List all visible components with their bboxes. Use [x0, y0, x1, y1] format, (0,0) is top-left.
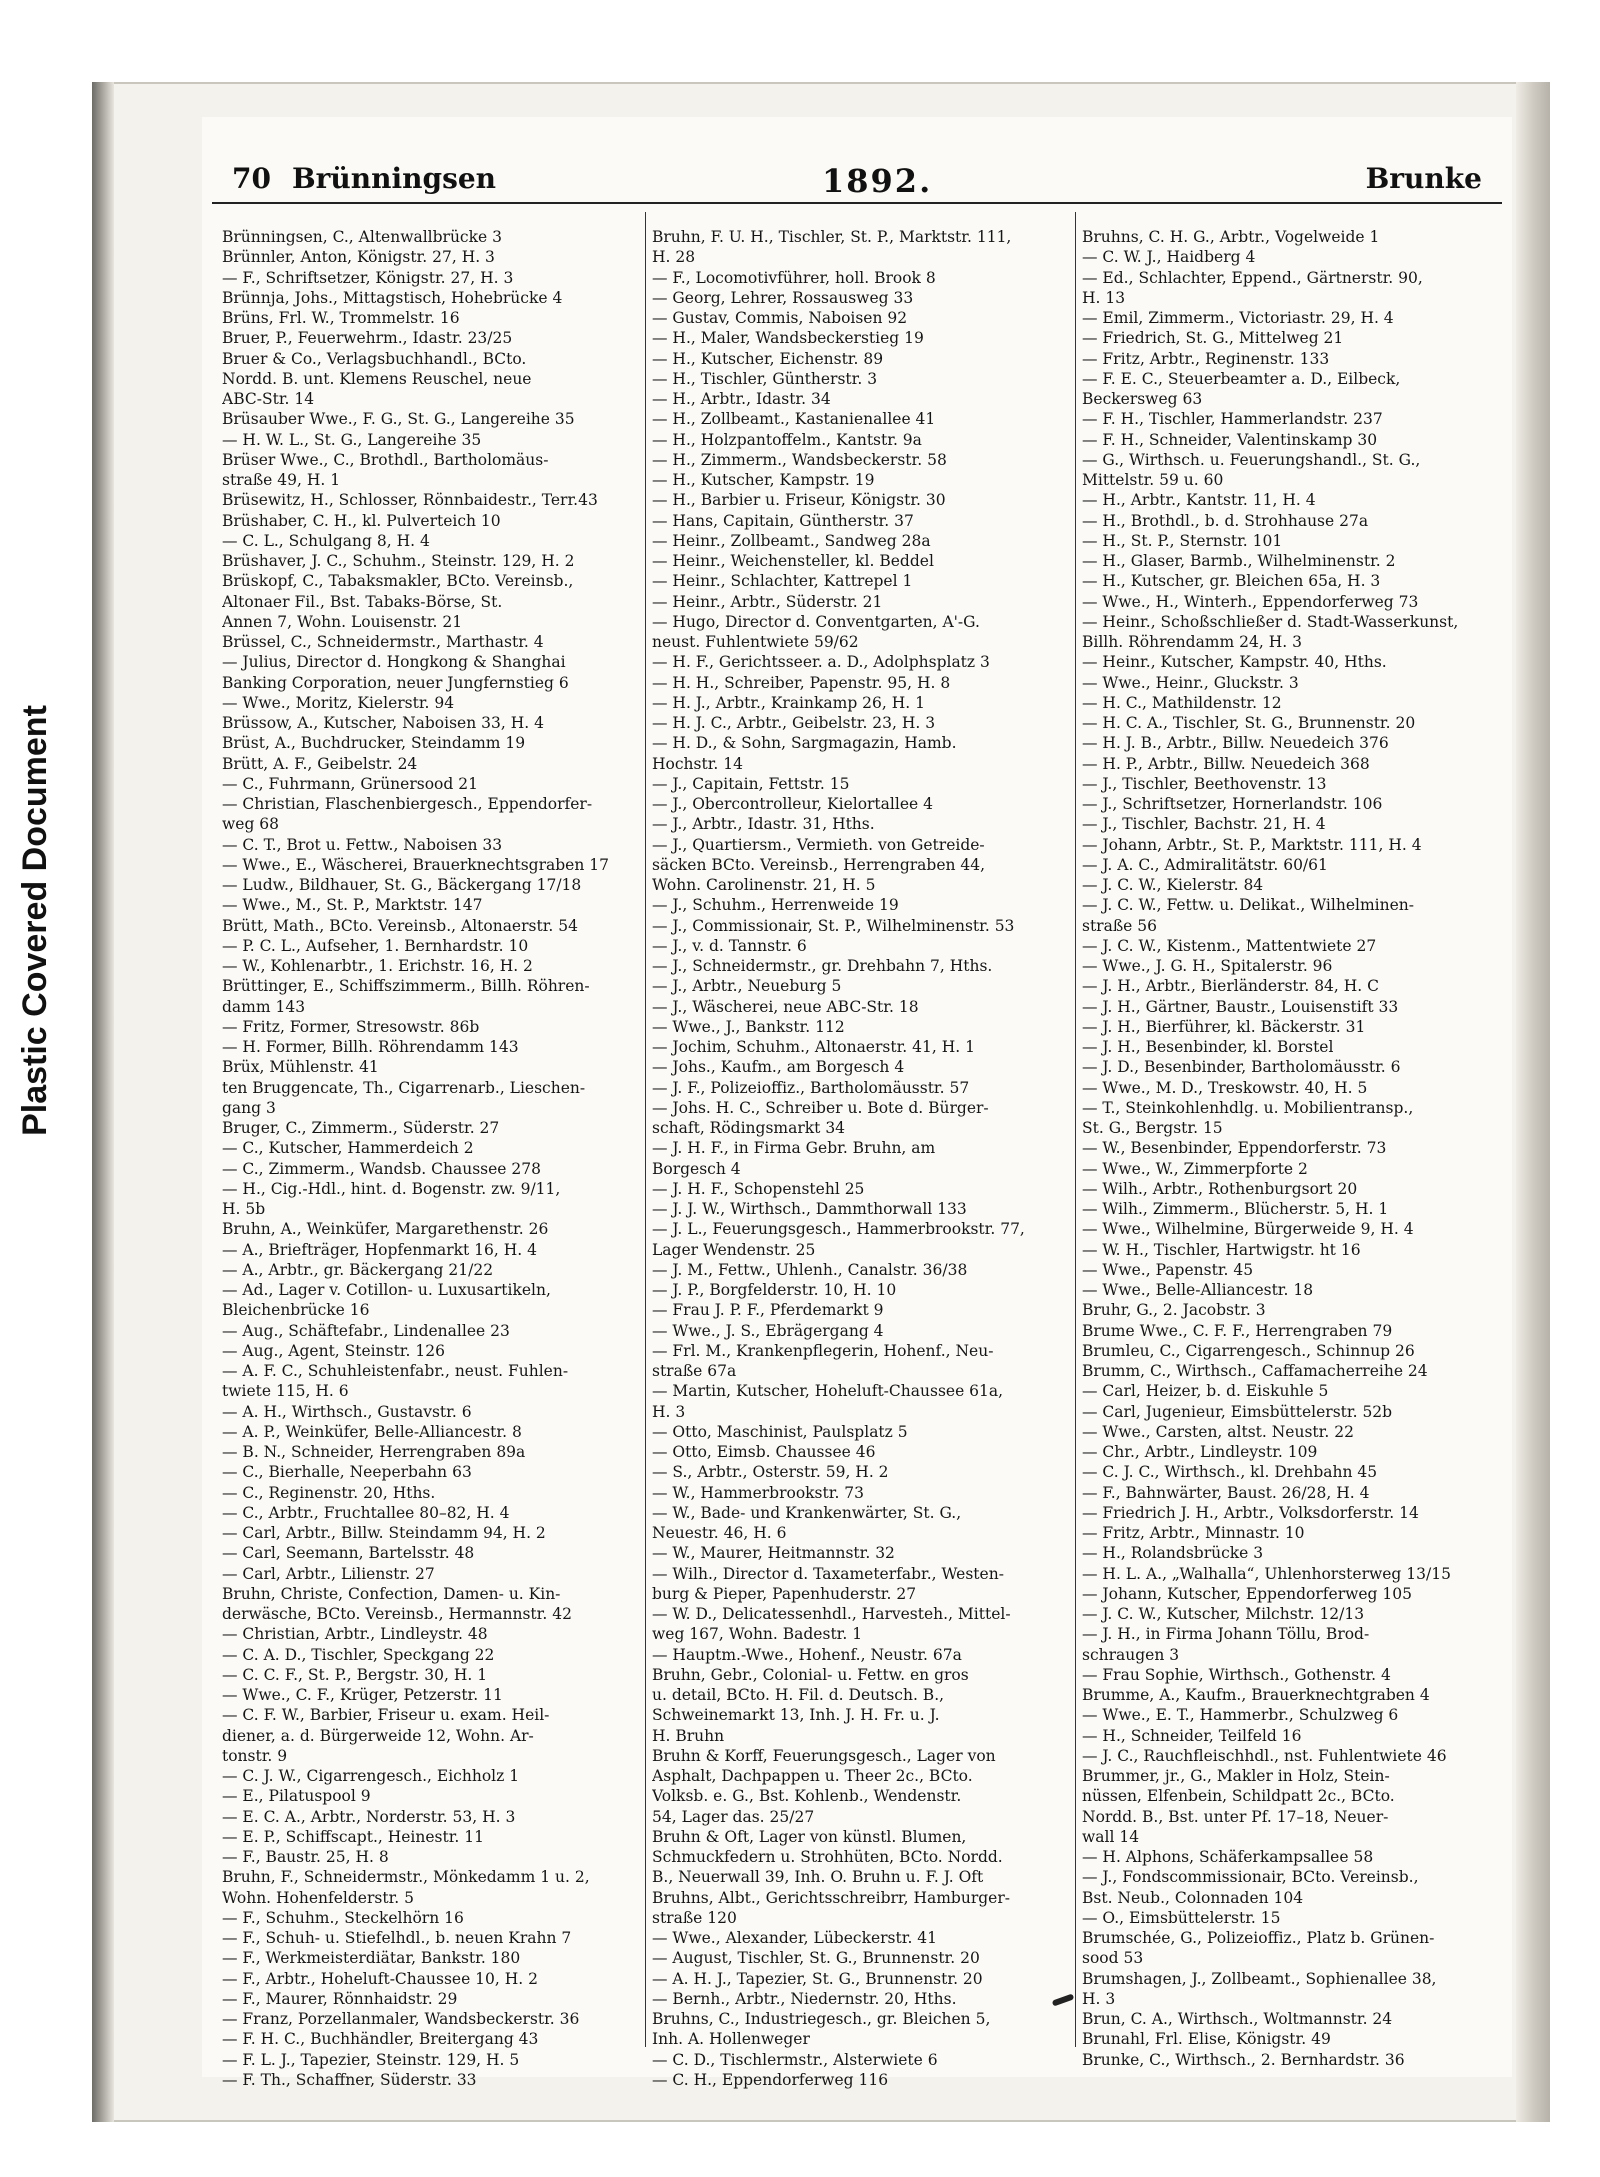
directory-entry: — J., Wäscherei, neue ABC-Str. 18: [652, 997, 919, 1016]
directory-entry: — H., Arbtr., Idastr. 34: [652, 390, 831, 408]
directory-entry: — W. H., Tischler, Hartwigstr. ht 16: [1082, 1240, 1361, 1259]
directory-entry: — Friedrich, St. G., Mittelweg 21: [1082, 329, 1344, 348]
directory-entry: Brumm, C., Wirthsch., Caffamacherreihe 24: [1082, 1362, 1428, 1380]
directory-entry: — J., v. d. Tannstr. 6: [652, 936, 807, 955]
directory-entry: — Fritz, Former, Stresowstr. 86b: [222, 1017, 480, 1036]
directory-entry: H. 3: [1082, 1989, 1116, 2008]
directory-entry: — J., Tischler, Bachstr. 21, H. 4: [1082, 815, 1326, 834]
directory-entry: Brüssel, C., Schneidermstr., Marthastr. 4: [222, 633, 544, 651]
directory-entry: Bruhn, Christe, Confection, Damen- u. Kin-: [222, 1584, 561, 1603]
directory-entry: Bruhn & Korff, Feuerungsgesch., Lager von: [652, 1746, 996, 1765]
directory-entry: — W., Besenbinder, Eppendorferstr. 73: [1082, 1139, 1387, 1158]
directory-entry: — Wwe., Carsten, altst. Neustr. 22: [1082, 1422, 1354, 1441]
directory-entry: — F. H. C., Buchhändler, Breitergang 43: [222, 2030, 539, 2049]
directory-entry: Brünningsen, C., Altenwallbrücke 3: [222, 228, 502, 246]
directory-entry: Beckersweg 63: [1082, 390, 1203, 408]
directory-entry: — J. P., Borgfelderstr. 10, H. 10: [652, 1281, 897, 1299]
directory-entry: — H. C., Mathildenstr. 12: [1082, 693, 1282, 712]
directory-entry: — A., Arbtr., gr. Bäckergang 21/22: [222, 1260, 494, 1279]
directory-entry: — Frl. M., Krankenpflegerin, Hohenf., Neu-: [652, 1341, 994, 1360]
directory-entry: — Martin, Kutscher, Hoheluft-Chaussee 61a,: [652, 1382, 1004, 1401]
directory-entry: — J. H., Arbtr., Bierländerstr. 84, H. C: [1082, 977, 1379, 996]
directory-entry: Banking Corporation, neuer Jungfernstieg 6: [222, 673, 569, 692]
book-binding: [92, 82, 114, 2122]
directory-entry: H. 3: [652, 1402, 686, 1421]
directory-entry: — Heinr., Zollbeamt., Sandweg 28a: [652, 531, 931, 550]
directory-entry: — J., Quartiersm., Vermieth. von Getreide-: [652, 835, 985, 854]
directory-entry: — F. H., Schneider, Valentinskamp 30: [1082, 430, 1378, 449]
directory-entry: — H. J. C., Arbtr., Geibelstr. 23, H. 3: [652, 714, 936, 732]
directory-entry: — F., Maurer, Rönnhaidstr. 29: [222, 1989, 458, 2008]
directory-entry: Brummer, jr., G., Makler in Holz, Stein-: [1082, 1767, 1390, 1785]
column-divider: [645, 212, 646, 2047]
directory-entry: — Wwe., E., Wäscherei, Brauerknechtsgraben 17: [222, 855, 609, 874]
directory-entry: Brüst, A., Buchdrucker, Steindamm 19: [222, 734, 526, 753]
directory-entry: — J. C. W., Fettw. u. Delikat., Wilhelminen-: [1082, 896, 1414, 915]
directory-entry: — J. C. W., Kistenm., Mattentwiete 27: [1082, 936, 1377, 955]
directory-entry: — J. C., Rauchfleischhdl., nst. Fuhlentwiete 46: [1082, 1746, 1447, 1765]
directory-entry: — Bernh., Arbtr., Niedernstr. 20, Hths.: [652, 1989, 957, 2008]
directory-entry: Borgesch 4: [652, 1159, 741, 1178]
directory-entry: — Frau Sophie, Wirthsch., Gothenstr. 4: [1082, 1665, 1391, 1684]
directory-entry: — H., Cig.-Hdl., hint. d. Bogenstr. zw. 9/11,: [222, 1179, 561, 1198]
directory-entry: — Wwe., W., Zimmerpforte 2: [1082, 1159, 1308, 1178]
directory-entry: — H., Holzpantoffelm., Kantstr. 9a: [652, 430, 922, 449]
column-1: [222, 227, 642, 2090]
directory-entry: — H., St. P., Sternstr. 101: [1082, 531, 1283, 550]
directory-entry: — J. H., Bierführer, kl. Bäckerstr. 31: [1082, 1017, 1366, 1036]
directory-entry: ten Bruggencate, Th., Cigarrenarb., Lieschen-: [222, 1078, 586, 1097]
directory-entry: — G., Wirthsch. u. Feuerungshandl., St. G.,: [1082, 450, 1421, 469]
directory-entry: Brüssow, A., Kutscher, Naboisen 33, H. 4: [222, 714, 544, 732]
directory-entry: Bruhr, G., 2. Jacobstr. 3: [1082, 1301, 1266, 1320]
directory-entry: — H., Kutscher, Eichenstr. 89: [652, 349, 884, 368]
directory-entry: Brütt, A. F., Geibelstr. 24: [222, 754, 418, 773]
directory-entry: tonstr. 9: [222, 1746, 288, 1765]
directory-entry: — C. D., Tischlermstr., Alsterwiete 6: [652, 2050, 938, 2069]
directory-entry: Lager Wendenstr. 25: [652, 1240, 816, 1259]
directory-entry: — Heinr., Schoßschließer d. Stadt-Wasserkunst,: [1082, 612, 1459, 631]
directory-entry: Bruhn, A., Weinküfer, Margarethenstr. 26: [222, 1220, 549, 1239]
column-2: [652, 227, 1072, 2090]
directory-entry: — Heinr., Weichensteller, kl. Beddel: [652, 552, 934, 570]
directory-entry: — H. D., & Sohn, Sargmagazin, Hamb.: [652, 734, 957, 753]
directory-entry: Brüx, Mühlenstr. 41: [222, 1058, 379, 1077]
directory-entry: — H., Rolandsbrücke 3: [1082, 1544, 1264, 1563]
right-running-head: Brunke: [1365, 162, 1482, 195]
directory-entry: straße 120: [652, 1908, 737, 1927]
directory-entry: — F., Schriftsetzer, Königstr. 27, H. 3: [222, 268, 514, 287]
directory-entry: — C. J. W., Cigarrengesch., Eichholz 1: [222, 1767, 520, 1785]
directory-entry: — H., Maler, Wandsbeckerstieg 19: [652, 329, 924, 348]
page-year: 1892.: [822, 162, 933, 200]
directory-entry: — H., Schneider, Teilfeld 16: [1082, 1726, 1302, 1745]
directory-entry: — Wilh., Arbtr., Rothenburgsort 20: [1082, 1179, 1358, 1198]
directory-entry: — W., Bade- und Krankenwärter, St. G.,: [652, 1503, 962, 1522]
side-label-text: Plastic Covered Document: [15, 704, 54, 1136]
directory-entry: — J. H., in Firma Johann Töllu, Brod-: [1082, 1625, 1370, 1644]
directory-entry: Bruer & Co., Verlagsbuchhandl., BCto.: [222, 349, 527, 368]
directory-entry: — H., Brothdl., b. d. Strohhause 27a: [1082, 511, 1369, 530]
directory-entry: — F., Schuhm., Steckelhörn 16: [222, 1908, 464, 1927]
directory-entry: Nordd. B., Bst. unter Pf. 17–18, Neuer-: [1082, 1807, 1389, 1826]
directory-entry: Bruhns, C. H. G., Arbtr., Vogelweide 1: [1082, 228, 1380, 246]
directory-entry: — F. H., Tischler, Hammerlandstr. 237: [1082, 410, 1383, 429]
directory-entry: — H., Arbtr., Kantstr. 11, H. 4: [1082, 491, 1316, 510]
directory-entry: — C., Kutscher, Hammerdeich 2: [222, 1139, 474, 1158]
directory-entry: Nordd. B. unt. Klemens Reuschel, neue: [222, 369, 532, 388]
directory-entry: — H. J., Arbtr., Krainkamp 26, H. 1: [652, 693, 925, 712]
directory-entry: — C. J. C., Wirthsch., kl. Drehbahn 45: [1082, 1463, 1378, 1482]
directory-entry: — Wwe., J., Bankstr. 112: [652, 1017, 845, 1036]
directory-entry: — Carl, Arbtr., Billw. Steindamm 94, H. 2: [222, 1524, 546, 1542]
directory-entry: — H. W. L., St. G., Langereihe 35: [222, 430, 482, 449]
directory-entry: — Ed., Schlachter, Eppend., Gärtnerstr. 90,: [1082, 268, 1423, 287]
directory-entry: H. 28: [652, 248, 696, 267]
directory-entry: — Wwe., C. F., Krüger, Petzerstr. 11: [222, 1686, 503, 1704]
directory-entry: — J. M., Fettw., Uhlenh., Canalstr. 36/38: [652, 1260, 968, 1279]
page-number: 70: [232, 162, 271, 195]
directory-entry: — Heinr., Schlachter, Kattrepel 1: [652, 572, 913, 591]
directory-entry: — F., Schuh- u. Stiefelhdl., b. neuen Krahn 7: [222, 1929, 572, 1947]
directory-entry: Volksb. e. G., Bst. Kohlenb., Wendenstr.: [652, 1787, 962, 1806]
directory-entry: Bleichenbrücke 16: [222, 1301, 370, 1320]
directory-entry: — J. C. W., Kutscher, Milchstr. 12/13: [1082, 1605, 1365, 1623]
directory-entry: Bruhn, F. U. H., Tischler, St. P., Marktstr. 111,: [652, 228, 1012, 246]
directory-entry: — Georg, Lehrer, Rossausweg 33: [652, 288, 914, 307]
directory-entry: — E. P., Schiffscapt., Heinestr. 11: [222, 1827, 484, 1846]
directory-entry: — J., Obercontrolleur, Kielortallee 4: [652, 795, 933, 813]
side-label: [0, 560, 70, 1280]
directory-entry: 54, Lager das. 25/27: [652, 1807, 815, 1826]
directory-entry: Billh. Röhrendamm 24, H. 3: [1082, 633, 1302, 651]
directory-entry: — F. E. C., Steuerbeamter a. D., Eilbeck,: [1082, 369, 1401, 388]
directory-entry: — Chr., Arbtr., Lindleystr. 109: [1082, 1443, 1318, 1461]
directory-entry: — Carl, Jugenieur, Eimsbüttelerstr. 52b: [1082, 1402, 1393, 1421]
directory-entry: — J. A. C., Admiralitätstr. 60/61: [1082, 855, 1328, 874]
directory-entry: — H., Barbier u. Friseur, Königstr. 30: [652, 491, 946, 510]
directory-entry: — Ludw., Bildhauer, St. G., Bäckergang 17/18: [222, 876, 582, 894]
directory-entry: — C. F. W., Barbier, Friseur u. exam. Heil-: [222, 1706, 550, 1725]
directory-entry: — W., Maurer, Heitmannstr. 32: [652, 1544, 895, 1563]
directory-entry: — F., Werkmeisterdiätar, Bankstr. 180: [222, 1949, 521, 1968]
directory-entry: — E., Pilatuspool 9: [222, 1787, 371, 1806]
directory-entry: — H. H., Schreiber, Papenstr. 95, H. 8: [652, 673, 951, 692]
directory-entry: — C. H., Eppendorferweg 116: [652, 2070, 889, 2089]
directory-entry: — J., Arbtr., Idastr. 31, Hths.: [652, 815, 875, 834]
directory-entry: — C., Bierhalle, Neeperbahn 63: [222, 1463, 472, 1482]
directory-entry: u. detail, BCto. H. Fil. d. Deutsch. B.,: [652, 1686, 945, 1704]
directory-entry: — B. N., Schneider, Herrengraben 89a: [222, 1443, 526, 1461]
directory-entry: — Wwe., J. S., Ebrägergang 4: [652, 1321, 884, 1340]
directory-entry: Brüshaver, J. C., Schuhm., Steinstr. 129, H. 2: [222, 552, 575, 570]
directory-entry: — J., Arbtr., Neueburg 5: [652, 977, 842, 996]
directory-entry: St. G., Bergstr. 15: [1082, 1119, 1223, 1137]
directory-entry: H. 13: [1082, 288, 1126, 307]
directory-entry: Brumme, A., Kaufm., Brauerknechtgraben 4: [1082, 1686, 1430, 1704]
directory-entry: Brünnler, Anton, Königstr. 27, H. 3: [222, 248, 495, 267]
directory-entry: neust. Fuhlentwiete 59/62: [652, 633, 859, 651]
column-divider: [1075, 212, 1076, 2047]
directory-entry: — C., Zimmerm., Wandsb. Chaussee 278: [222, 1159, 541, 1178]
directory-entry: Brun, C. A., Wirthsch., Woltmannstr. 24: [1082, 2010, 1393, 2028]
directory-entry: Mittelstr. 59 u. 60: [1082, 471, 1224, 489]
directory-entry: Bruhns, C., Industriegesch., gr. Bleichen 5,: [652, 2010, 991, 2028]
directory-entry: nüssen, Elfenbein, Schildpatt 2c., BCto.: [1082, 1787, 1395, 1806]
directory-entry: — H., Kutscher, Kampstr. 19: [652, 471, 875, 489]
directory-entry: Brüttinger, E., Schiffszimmerm., Billh. Röhren-: [222, 977, 590, 996]
directory-entry: Bruer, P., Feuerwehrm., Idastr. 23/25: [222, 329, 513, 348]
directory-entry: ABC-Str. 14: [222, 390, 315, 408]
directory-entry: straße 67a: [652, 1362, 737, 1380]
directory-entry: — A., Briefträger, Hopfenmarkt 16, H. 4: [222, 1240, 537, 1259]
directory-entry: straße 56: [1082, 916, 1158, 935]
directory-entry: — J. H. F., in Firma Gebr. Bruhn, am: [652, 1139, 936, 1158]
directory-entry: Brumshagen, J., Zollbeamt., Sophienallee 38,: [1082, 1969, 1437, 1988]
directory-entry: — F., Locomotivführer, holl. Brook 8: [652, 268, 936, 287]
directory-entry: — Otto, Eimsb. Chaussee 46: [652, 1443, 876, 1461]
directory-entry: Wohn. Carolinenstr. 21, H. 5: [652, 876, 876, 894]
scanned-page: [92, 82, 1550, 2122]
left-running-head: Brünningsen: [292, 162, 496, 195]
directory-entry: straße 49, H. 1: [222, 471, 341, 489]
directory-entry: Brütt, Math., BCto. Vereinsb., Altonaerstr. 54: [222, 916, 578, 935]
directory-entry: Schmuckfedern u. Strohhüten, BCto. Nordd.: [652, 1848, 1003, 1866]
directory-entry: Bruhns, Albt., Gerichtsschreibrr, Hamburger-: [652, 1888, 1010, 1907]
directory-entry: Brumleu, C., Cigarrengesch., Schinnup 26: [1082, 1341, 1415, 1360]
directory-entry: Inh. A. Hollenweger: [652, 2030, 810, 2049]
directory-entry: — Heinr., Kutscher, Kampstr. 40, Hths.: [1082, 653, 1387, 672]
directory-entry: Bruhn & Oft, Lager von künstl. Blumen,: [652, 1827, 967, 1846]
directory-entry: sood 53: [1082, 1949, 1144, 1968]
directory-entry: Neuestr. 46, H. 6: [652, 1524, 787, 1542]
page-header: [212, 162, 1502, 204]
column-3: [1082, 227, 1502, 2070]
directory-entry: Wohn. Hohenfelderstr. 5: [222, 1888, 414, 1907]
directory-entry: — J., Schriftsetzer, Hornerlandstr. 106: [1082, 795, 1383, 813]
directory-entry: — Hans, Capitain, Güntherstr. 37: [652, 511, 914, 530]
directory-entry: Brume Wwe., C. F. F., Herrengraben 79: [1082, 1321, 1393, 1340]
directory-entry: — H., Zollbeamt., Kastanienallee 41: [652, 410, 936, 429]
page-edge: [1516, 82, 1550, 2122]
directory-entry: — T., Steinkohlenhdlg. u. Mobilientransp.,: [1082, 1098, 1414, 1117]
directory-entry: Brunke, C., Wirthsch., 2. Bernhardstr. 36: [1082, 2050, 1405, 2069]
directory-entry: diener, a. d. Bürgerweide 12, Wohn. Ar-: [222, 1726, 534, 1745]
directory-entry: — Julius, Director d. Hongkong & Shanghai: [222, 653, 566, 672]
directory-entry: — H., Zimmerm., Wandsbeckerstr. 58: [652, 450, 947, 469]
directory-entry: — O., Eimsbüttelerstr. 15: [1082, 1908, 1281, 1927]
directory-entry: — A. P., Weinküfer, Belle-Alliancestr. 8: [222, 1422, 522, 1441]
directory-entry: — H., Kutscher, gr. Bleichen 65a, H. 3: [1082, 572, 1381, 591]
directory-entry: — Fritz, Arbtr., Reginenstr. 133: [1082, 349, 1330, 368]
directory-entry: — Carl, Heizer, b. d. Eiskuhle 5: [1082, 1382, 1329, 1401]
directory-entry: — J. L., Feuerungsgesch., Hammerbrookstr. 77,: [652, 1220, 1025, 1239]
directory-entry: — F., Arbtr., Hoheluft-Chaussee 10, H. 2: [222, 1969, 538, 1988]
directory-page: [202, 117, 1512, 2089]
directory-entry: — Heinr., Arbtr., Süderstr. 21: [652, 592, 883, 611]
directory-entry: — F., Baustr. 25, H. 8: [222, 1848, 389, 1866]
directory-entry: — Wwe., Moritz, Kielerstr. 94: [222, 693, 455, 712]
directory-entry: Brunahl, Frl. Elise, Königstr. 49: [1082, 2030, 1331, 2049]
directory-entry: twiete 115, H. 6: [222, 1382, 349, 1401]
directory-entry: — Wilh., Director d. Taxameterfabr., Westen-: [652, 1564, 1004, 1583]
directory-entry: Brünnja, Johs., Mittagstisch, Hohebrücke 4: [222, 288, 563, 307]
directory-entry: — J. C. W., Kielerstr. 84: [1082, 876, 1264, 894]
directory-entry: — W., Kohlenarbtr., 1. Erichstr. 16, H. 2: [222, 957, 533, 975]
directory-entry: säcken BCto. Vereinsb., Herrengraben 44,: [652, 855, 986, 874]
directory-entry: — J. J. W., Wirthsch., Dammthorwall 133: [652, 1200, 967, 1218]
directory-entry: Brüns, Frl. W., Trommelstr. 16: [222, 309, 460, 327]
directory-entry: — Carl, Arbtr., Lilienstr. 27: [222, 1564, 435, 1583]
directory-entry: derwäsche, BCto. Vereinsb., Hermannstr. 42: [222, 1605, 572, 1623]
directory-entry: — C. A. D., Tischler, Speckgang 22: [222, 1645, 495, 1664]
directory-entry: — J. F., Polizeioffiz., Bartholomäusstr. 57: [652, 1078, 970, 1097]
directory-entry: — C. C. F., St. P., Bergstr. 30, H. 1: [222, 1665, 488, 1684]
directory-entry: — A. H., Wirthsch., Gustavstr. 6: [222, 1402, 472, 1421]
directory-entry: — Johs. H. C., Schreiber u. Bote d. Bürger-: [652, 1098, 989, 1117]
directory-entry: — Wwe., J. G. H., Spitalerstr. 96: [1082, 957, 1333, 975]
directory-entry: H. Bruhn: [652, 1726, 725, 1745]
directory-entry: — Wwe., M. D., Treskowstr. 40, H. 5: [1082, 1078, 1368, 1097]
directory-entry: weg 167, Wohn. Badestr. 1: [652, 1625, 863, 1644]
directory-entry: Brüsewitz, H., Schlosser, Rönnbaidestr., Terr.43: [222, 491, 598, 510]
directory-entry: — Emil, Zimmerm., Victoriastr. 29, H. 4: [1082, 309, 1394, 327]
directory-entry: — Wwe., E. T., Hammerbr., Schulzweg 6: [1082, 1706, 1399, 1725]
directory-entry: — Wwe., Alexander, Lübeckerstr. 41: [652, 1929, 938, 1947]
directory-entry: — A. H. J., Tapezier, St. G., Brunnenstr. 20: [652, 1969, 983, 1988]
directory-entry: — C. T., Brot u. Fettw., Naboisen 33: [222, 835, 503, 854]
directory-entry: — Friedrich J. H., Arbtr., Volksdorferstr. 14: [1082, 1503, 1419, 1522]
directory-entry: — F. Th., Schaffner, Süderstr. 33: [222, 2070, 477, 2089]
directory-entry: — F. L. J., Tapezier, Steinstr. 129, H. 5: [222, 2050, 520, 2069]
directory-entry: Altonaer Fil., Bst. Tabaks-Börse, St.: [222, 592, 503, 611]
directory-entry: — Gustav, Commis, Naboisen 92: [652, 309, 908, 327]
directory-entry: — W., Hammerbrookstr. 73: [652, 1483, 865, 1502]
directory-entry: Bruhn, F., Schneidermstr., Mönkedamm 1 u. 2,: [222, 1868, 590, 1887]
directory-entry: — Johann, Kutscher, Eppendorferweg 105: [1082, 1584, 1412, 1603]
directory-entry: — E. C. A., Arbtr., Norderstr. 53, H. 3: [222, 1807, 516, 1826]
directory-entry: Brüser Wwe., C., Brothdl., Bartholomäus-: [222, 450, 549, 469]
directory-entry: — W. D., Delicatessenhdl., Harvesteh., Mittel-: [652, 1605, 1011, 1623]
directory-entry: — J. H., Besenbinder, kl. Borstel: [1082, 1038, 1334, 1056]
directory-entry: schraugen 3: [1082, 1645, 1180, 1664]
directory-entry: — C., Arbtr., Fruchtallee 80–82, H. 4: [222, 1503, 510, 1522]
directory-entry: — Wilh., Zimmerm., Blücherstr. 5, H. 1: [1082, 1200, 1389, 1218]
directory-entry: — Franz, Porzellanmaler, Wandsbeckerstr. 36: [222, 2010, 580, 2028]
directory-entry: Bruhn, Gebr., Colonial- u. Fettw. en gros: [652, 1665, 969, 1684]
directory-entry: — Wwe., Belle-Alliancestr. 18: [1082, 1281, 1314, 1299]
directory-entry: — Jochim, Schuhm., Altonaerstr. 41, H. 1: [652, 1038, 975, 1056]
directory-entry: Brüshaber, C. H., kl. Pulverteich 10: [222, 511, 501, 530]
directory-entry: — H., Tischler, Güntherstr. 3: [652, 369, 878, 388]
directory-entry: Bruger, C., Zimmerm., Süderstr. 27: [222, 1119, 500, 1137]
directory-entry: — F., Bahnwärter, Baust. 26/28, H. 4: [1082, 1483, 1370, 1502]
directory-entry: — C., Reginenstr. 20, Hths.: [222, 1483, 436, 1502]
directory-entry: Brumschée, G., Polizeioffiz., Platz b. Grünen-: [1082, 1929, 1435, 1947]
directory-entry: Schweinemarkt 13, Inh. J. H. Fr. u. J.: [652, 1706, 940, 1725]
directory-entry: — H. Alphons, Schäferkampsallee 58: [1082, 1848, 1374, 1866]
directory-entry: Annen 7, Wohn. Louisenstr. 21: [222, 612, 463, 631]
directory-entry: — H. P., Arbtr., Billw. Neuedeich 368: [1082, 754, 1370, 773]
directory-entry: — J. D., Besenbinder, Bartholomäusstr. 6: [1082, 1058, 1401, 1077]
directory-entry: — Wwe., Wilhelmine, Bürgerweide 9, H. 4: [1082, 1220, 1414, 1239]
directory-entry: Brüskopf, C., Tabaksmakler, BCto. Vereinsb.,: [222, 572, 574, 591]
directory-entry: — Ad., Lager v. Cotillon- u. Luxusartikeln,: [222, 1281, 551, 1299]
directory-entry: — Fritz, Arbtr., Minnastr. 10: [1082, 1524, 1305, 1542]
directory-entry: — C. L., Schulgang 8, H. 4: [222, 531, 430, 550]
directory-entry: — C., Fuhrmann, Grünersood 21: [222, 774, 478, 793]
directory-entry: — J., Schneidermstr., gr. Drehbahn 7, Hths.: [652, 957, 993, 975]
directory-entry: — Hauptm.-Wwe., Hohenf., Neustr. 67a: [652, 1645, 962, 1664]
directory-entry: schaft, Rödingsmarkt 34: [652, 1119, 846, 1137]
directory-entry: — H. F., Gerichtsseer. a. D., Adolphsplatz 3: [652, 653, 990, 672]
directory-entry: weg 68: [222, 815, 280, 834]
directory-entry: — S., Arbtr., Osterstr. 59, H. 2: [652, 1463, 889, 1482]
directory-entry: — J., Commissionair, St. P., Wilhelminenstr. 53: [652, 916, 1015, 935]
directory-entry: Hochstr. 14: [652, 754, 743, 773]
directory-entry: — A. F. C., Schuhleistenfabr., neust. Fuhlen-: [222, 1362, 569, 1380]
directory-entry: — J., Fondscommissionair, BCto. Vereinsb.,: [1082, 1868, 1419, 1887]
directory-entry: — Christian, Flaschenbiergesch., Eppendorfer-: [222, 795, 593, 813]
directory-entry: — H. Former, Billh. Röhrendamm 143: [222, 1038, 519, 1056]
directory-entry: — Hugo, Director d. Conventgarten, A'-G.: [652, 612, 980, 631]
directory-entry: — H., Glaser, Barmb., Wilhelminenstr. 2: [1082, 552, 1396, 570]
directory-entry: — Christian, Arbtr., Lindleystr. 48: [222, 1625, 488, 1644]
directory-entry: — Wwe., M., St. P., Marktstr. 147: [222, 896, 483, 915]
directory-entry: B., Neuerwall 39, Inh. O. Bruhn u. F. J. Oft: [652, 1868, 984, 1887]
directory-entry: gang 3: [222, 1098, 276, 1117]
directory-entry: — Wwe., Heinr., Gluckstr. 3: [1082, 673, 1299, 692]
directory-entry: H. 5b: [222, 1200, 266, 1218]
directory-entry: — H. L. A., „Walhalla“, Uhlenhorsterweg 13/15: [1082, 1564, 1451, 1583]
directory-entry: — Frau J. P. F., Pferdemarkt 9: [652, 1301, 884, 1320]
directory-entry: — H. J. B., Arbtr., Billw. Neuedeich 376: [1082, 734, 1389, 753]
directory-entry: Bst. Neub., Colonnaden 104: [1082, 1888, 1304, 1907]
directory-entry: — Aug., Schäftefabr., Lindenallee 23: [222, 1321, 510, 1340]
directory-entry: — Johann, Arbtr., St. P., Marktstr. 111, H. 4: [1082, 835, 1422, 854]
directory-entry: — P. C. L., Aufseher, 1. Bernhardstr. 10: [222, 936, 529, 955]
directory-entry: — Otto, Maschinist, Paulsplatz 5: [652, 1422, 908, 1441]
directory-entry: — J., Schuhm., Herrenweide 19: [652, 896, 899, 915]
directory-entry: — H. C. A., Tischler, St. G., Brunnenstr. 20: [1082, 714, 1416, 732]
directory-entry: wall 14: [1082, 1827, 1140, 1846]
directory-entry: Brüsauber Wwe., F. G., St. G., Langereihe 35: [222, 410, 575, 429]
directory-entry: — Johs., Kaufm., am Borgesch 4: [652, 1058, 905, 1077]
directory-entry: damm 143: [222, 997, 306, 1016]
directory-entry: — J., Capitain, Fettstr. 15: [652, 774, 850, 793]
directory-entry: — C. W. J., Haidberg 4: [1082, 248, 1256, 267]
directory-entry: — J. H. F., Schopenstehl 25: [652, 1179, 865, 1198]
directory-entry: Asphalt, Dachpappen u. Theer 2c., BCto.: [652, 1767, 973, 1785]
directory-entry: — Carl, Seemann, Bartelsstr. 48: [222, 1544, 475, 1563]
directory-entry: — Wwe., Papenstr. 45: [1082, 1260, 1254, 1279]
directory-entry: — J., Tischler, Beethovenstr. 13: [1082, 774, 1327, 793]
directory-entry: — Wwe., H., Winterh., Eppendorferweg 73: [1082, 592, 1419, 611]
directory-entry: — August, Tischler, St. G., Brunnenstr. 20: [652, 1949, 980, 1968]
directory-entry: burg & Pieper, Papenhuderstr. 27: [652, 1584, 917, 1603]
directory-entry: — J. H., Gärtner, Baustr., Louisenstift 33: [1082, 997, 1399, 1016]
directory-entry: — Aug., Agent, Steinstr. 126: [222, 1341, 445, 1360]
